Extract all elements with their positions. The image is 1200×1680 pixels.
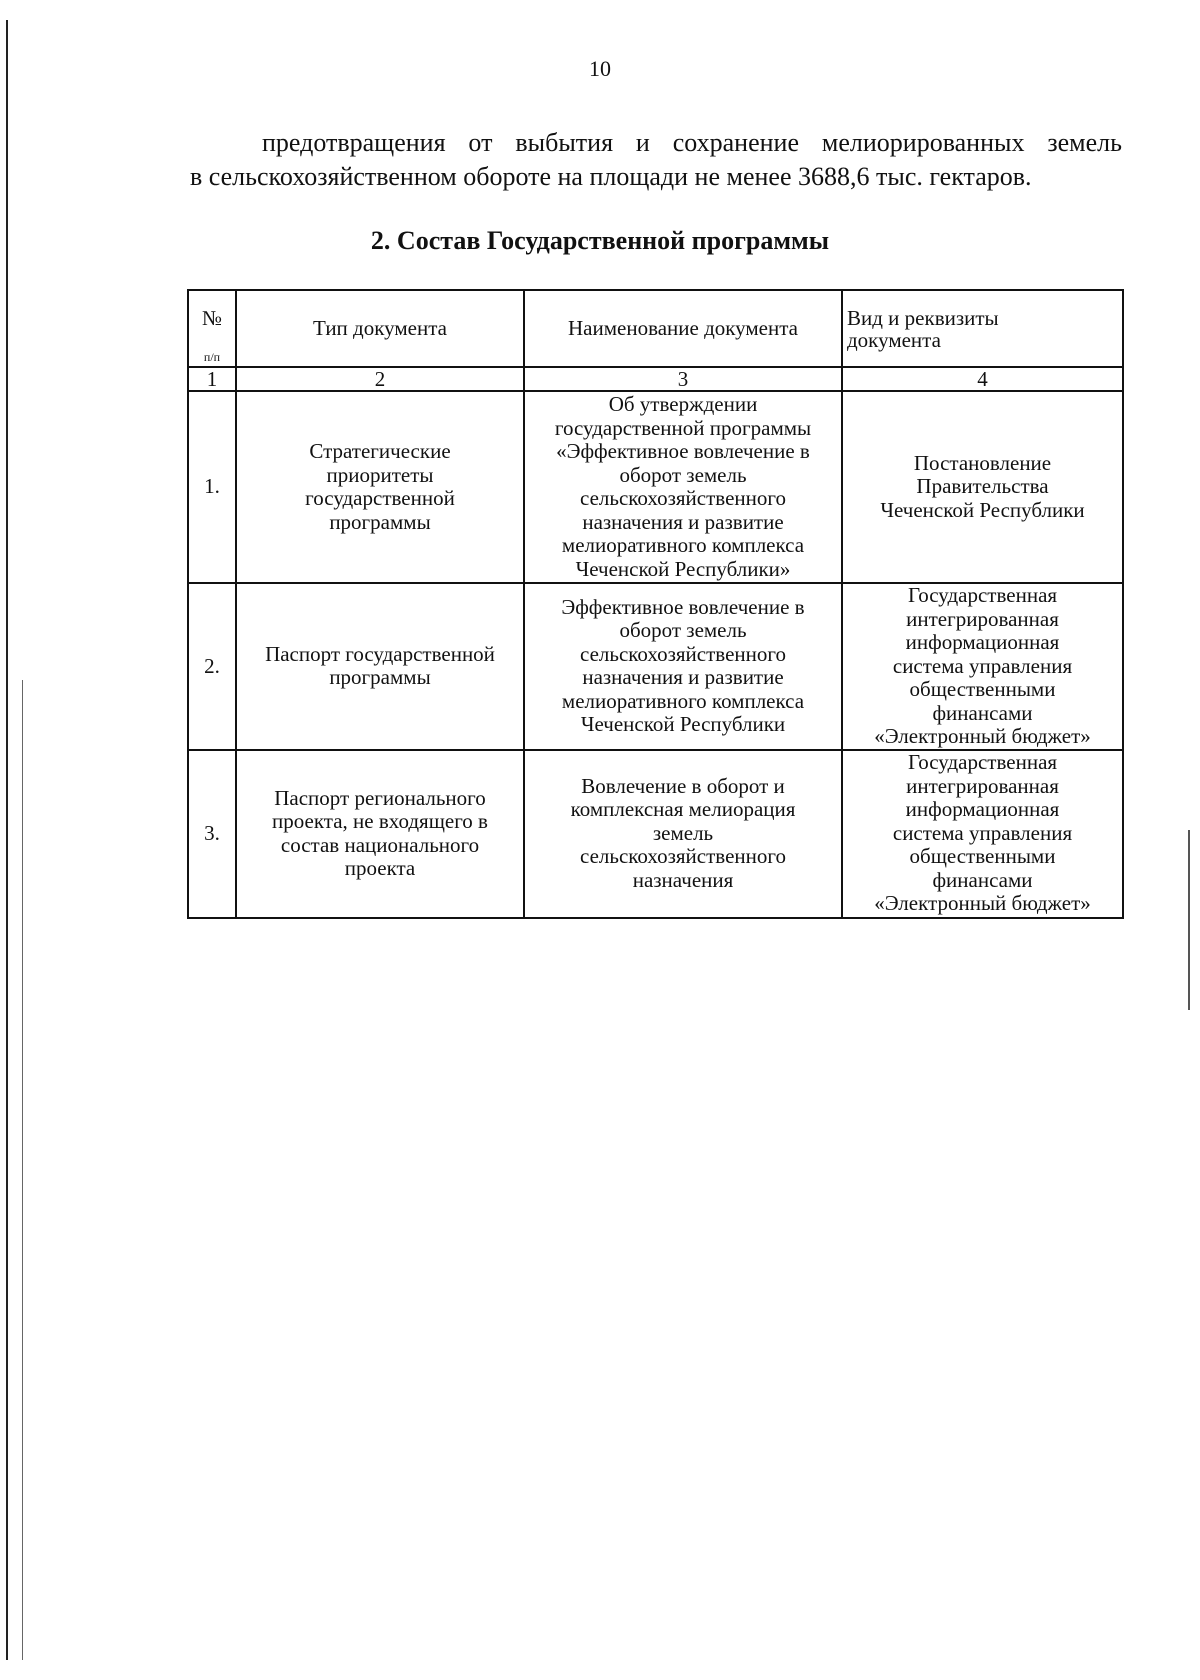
column-number-row: [188, 367, 1123, 391]
header-num-sub: п/п: [203, 350, 221, 364]
header-num-symbol: №: [201, 306, 223, 330]
header-name: Наименование документа: [524, 290, 842, 367]
scan-edge-left: [6, 20, 8, 1660]
row-name: Об утверждении государственной программы «Эффективное вовлечение в оборот земель сельскохозяйственного назначения и развитие мелиоративного комплекса Чеченской Республики»: [524, 391, 842, 583]
table-row: [188, 583, 1123, 750]
row-details: Постановление Правительства Чеченской Республики: [842, 391, 1123, 583]
row-number: 1.: [188, 391, 236, 583]
row-details: Государственная интегрированная информационная система управления общественными финансами «Электронный бюджет»: [842, 750, 1123, 918]
column-number: 4: [842, 367, 1123, 391]
intro-line-2: в сельскохозяйственном обороте на площади не менее 3688,6 тыс. гектаров.: [190, 162, 1032, 191]
row-type: Паспорт регионального проекта, не входящего в состав национального проекта: [236, 750, 524, 918]
header-details: Вид и реквизиты документа: [842, 290, 1123, 367]
row-name: Вовлечение в оборот и комплексная мелиорация земель сельскохозяйственного назначения: [524, 750, 842, 918]
row-number: 3.: [188, 750, 236, 918]
page-number: 10: [589, 56, 611, 81]
intro-paragraph: [190, 126, 1122, 194]
column-number: 1: [188, 367, 236, 391]
composition-table: [187, 289, 1124, 919]
table-row: [188, 391, 1123, 583]
section-title: 2. Состав Государственной программы: [370, 226, 830, 255]
scan-edge-left-inner: [22, 680, 23, 1660]
row-details: Государственная интегрированная информационная система управления общественными финансами «Электронный бюджет»: [842, 583, 1123, 750]
header-type: Тип документа: [236, 290, 524, 367]
column-number: 3: [524, 367, 842, 391]
scan-edge-right: [1188, 830, 1190, 1010]
column-number: 2: [236, 367, 524, 391]
table-row: [188, 750, 1123, 918]
row-name: Эффективное вовлечение в оборот земель сельскохозяйственного назначения и развитие мелиоративного комплекса Чеченской Республики: [524, 583, 842, 750]
row-number: 2.: [188, 583, 236, 750]
header-num: [188, 290, 236, 367]
table-header-row: [188, 290, 1123, 367]
row-type: Паспорт государственной программы: [236, 583, 524, 750]
row-type: Стратегические приоритеты государственной программы: [236, 391, 524, 583]
intro-line-1: предотвращения от выбытия и сохранение мелиорированных земель: [262, 128, 1122, 157]
